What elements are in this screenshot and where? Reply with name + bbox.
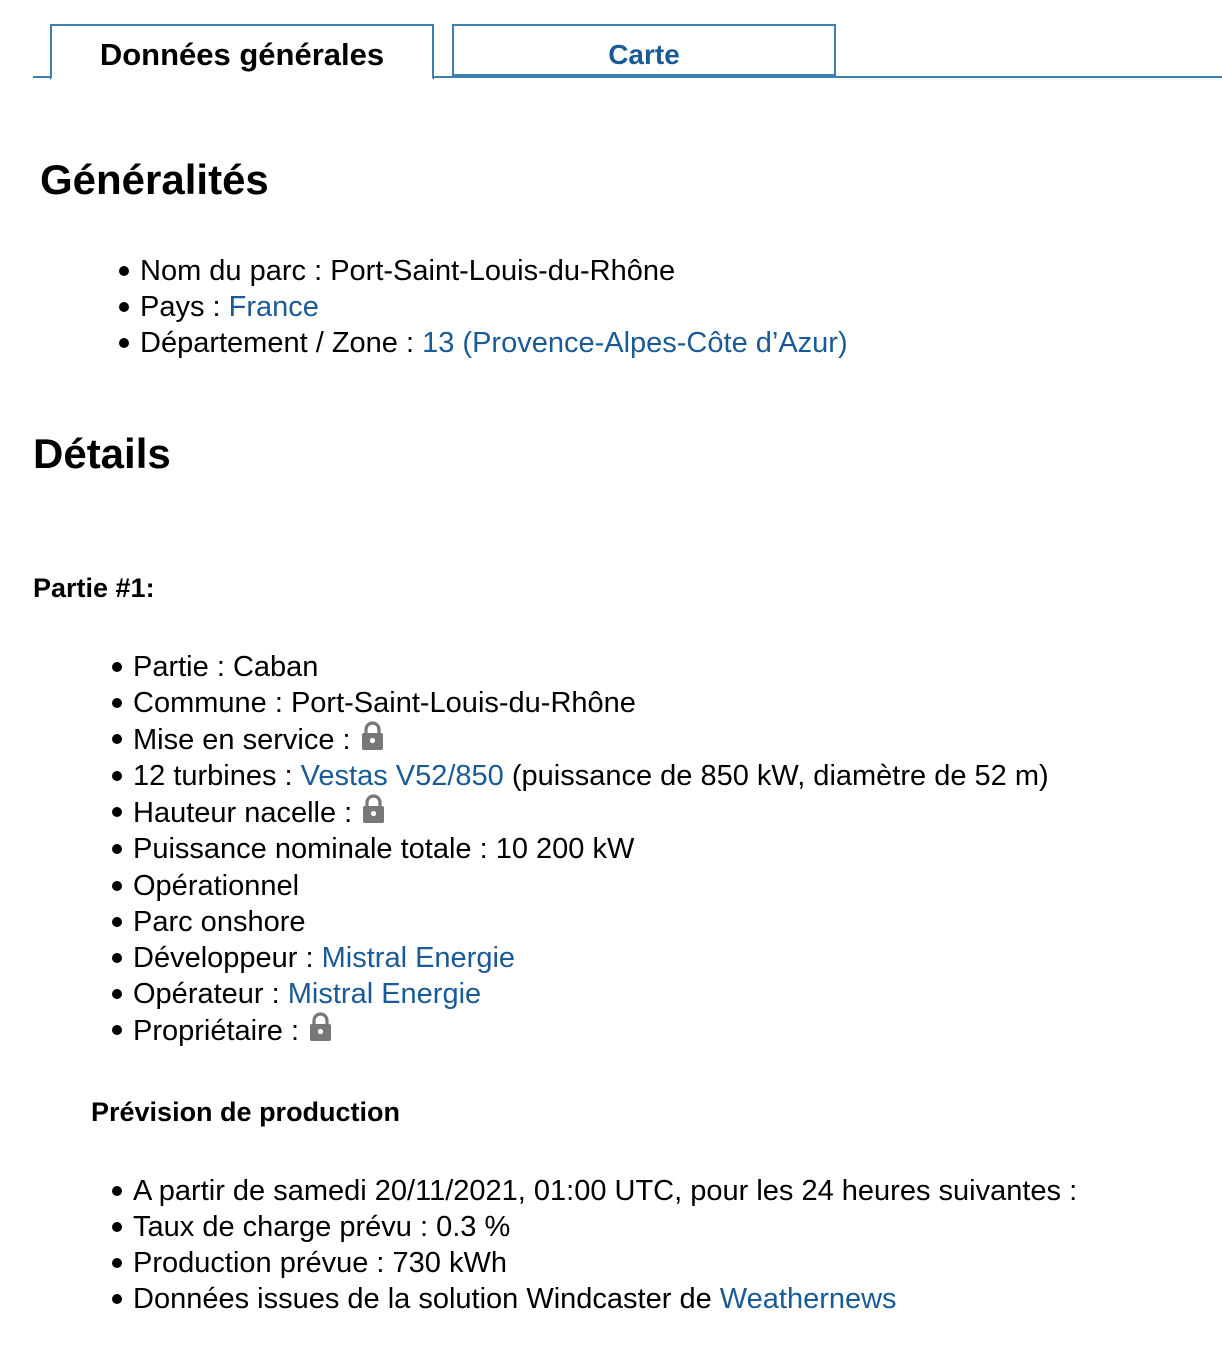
park-type-text: Parc onshore xyxy=(133,905,306,938)
list-item-park-type xyxy=(133,904,1049,940)
forecast-heading: Prévision de production xyxy=(91,1097,401,1127)
commune-label: Commune : xyxy=(133,687,291,720)
list-item-developer xyxy=(133,940,1049,976)
list-item-country xyxy=(140,289,848,325)
list-item-department xyxy=(140,325,848,361)
part-details-list xyxy=(133,649,1049,1049)
developer-link[interactable]: Mistral Energie xyxy=(321,941,516,974)
lock-icon[interactable] xyxy=(362,794,385,824)
weathernews-link[interactable]: Weathernews xyxy=(719,1283,897,1316)
list-item-park-name xyxy=(140,253,848,289)
hub-height-label: Hauteur nacelle : xyxy=(133,797,361,830)
park-name-label: Nom du parc : xyxy=(140,255,331,287)
data-source-label: Données issues de la solution Windcaster de xyxy=(133,1283,720,1316)
general-list xyxy=(140,253,848,361)
turbines-label: 12 turbines : xyxy=(133,760,301,793)
details-heading: Détails xyxy=(33,430,171,477)
turbines-specs: (puissance de 850 kW, diamètre de 52 m) xyxy=(503,760,1049,793)
part-heading: Partie #1: xyxy=(33,573,155,603)
park-name-value: Port-Saint-Louis-du-Rhône xyxy=(330,255,676,287)
list-item-commune xyxy=(133,685,1049,721)
department-label: Département / Zone : xyxy=(140,327,423,360)
list-item-commissioning xyxy=(133,721,1049,758)
list-item-part xyxy=(133,649,1049,685)
operator-link[interactable]: Mistral Energie xyxy=(287,977,482,1010)
list-item-load-factor xyxy=(133,1209,1077,1245)
tab-bar xyxy=(33,24,1222,80)
total-power-text: Puissance nominale totale : 10 200 kW xyxy=(133,833,635,866)
load-factor-text: Taux de charge prévu : 0.3 % xyxy=(133,1211,511,1244)
forecast-period-text: A partir de samedi 20/11/2021, 01:00 UTC, pour les 24 heures suivantes : xyxy=(133,1175,1078,1207)
part-label: Partie : xyxy=(133,651,233,683)
list-item-hub-height xyxy=(133,794,1049,831)
list-item-operator xyxy=(133,976,1049,1012)
country-label: Pays : xyxy=(140,291,229,324)
operator-label: Opérateur : xyxy=(133,977,288,1010)
list-item-production xyxy=(133,1245,1077,1281)
list-item-total-power xyxy=(133,831,1049,867)
turbine-model-link[interactable]: Vestas V52/850 xyxy=(300,760,504,793)
list-item-status xyxy=(133,868,1049,904)
forecast-list xyxy=(133,1173,1077,1317)
general-heading: Généralités xyxy=(40,156,269,203)
tab-map[interactable]: Carte xyxy=(452,24,836,76)
country-link[interactable]: France xyxy=(228,291,319,324)
developer-label: Développeur : xyxy=(133,941,322,974)
owner-label: Propriétaire : xyxy=(133,1014,308,1047)
list-item-data-source xyxy=(133,1281,1077,1317)
lock-icon[interactable] xyxy=(309,1012,332,1042)
tab-general-data[interactable]: Données générales xyxy=(50,24,434,80)
lock-icon[interactable] xyxy=(361,721,384,751)
part-value: Caban xyxy=(232,651,319,683)
list-item-turbines xyxy=(133,758,1049,794)
commissioning-label: Mise en service : xyxy=(133,724,359,757)
list-item-forecast-period xyxy=(133,1173,1077,1209)
production-text: Production prévue : 730 kWh xyxy=(133,1247,507,1280)
list-item-owner xyxy=(133,1012,1049,1049)
commune-value: Port-Saint-Louis-du-Rhône xyxy=(290,687,636,720)
status-text: Opérationnel xyxy=(133,869,300,902)
department-link[interactable]: 13 (Provence-Alpes-Côte d’Azur) xyxy=(422,327,848,360)
